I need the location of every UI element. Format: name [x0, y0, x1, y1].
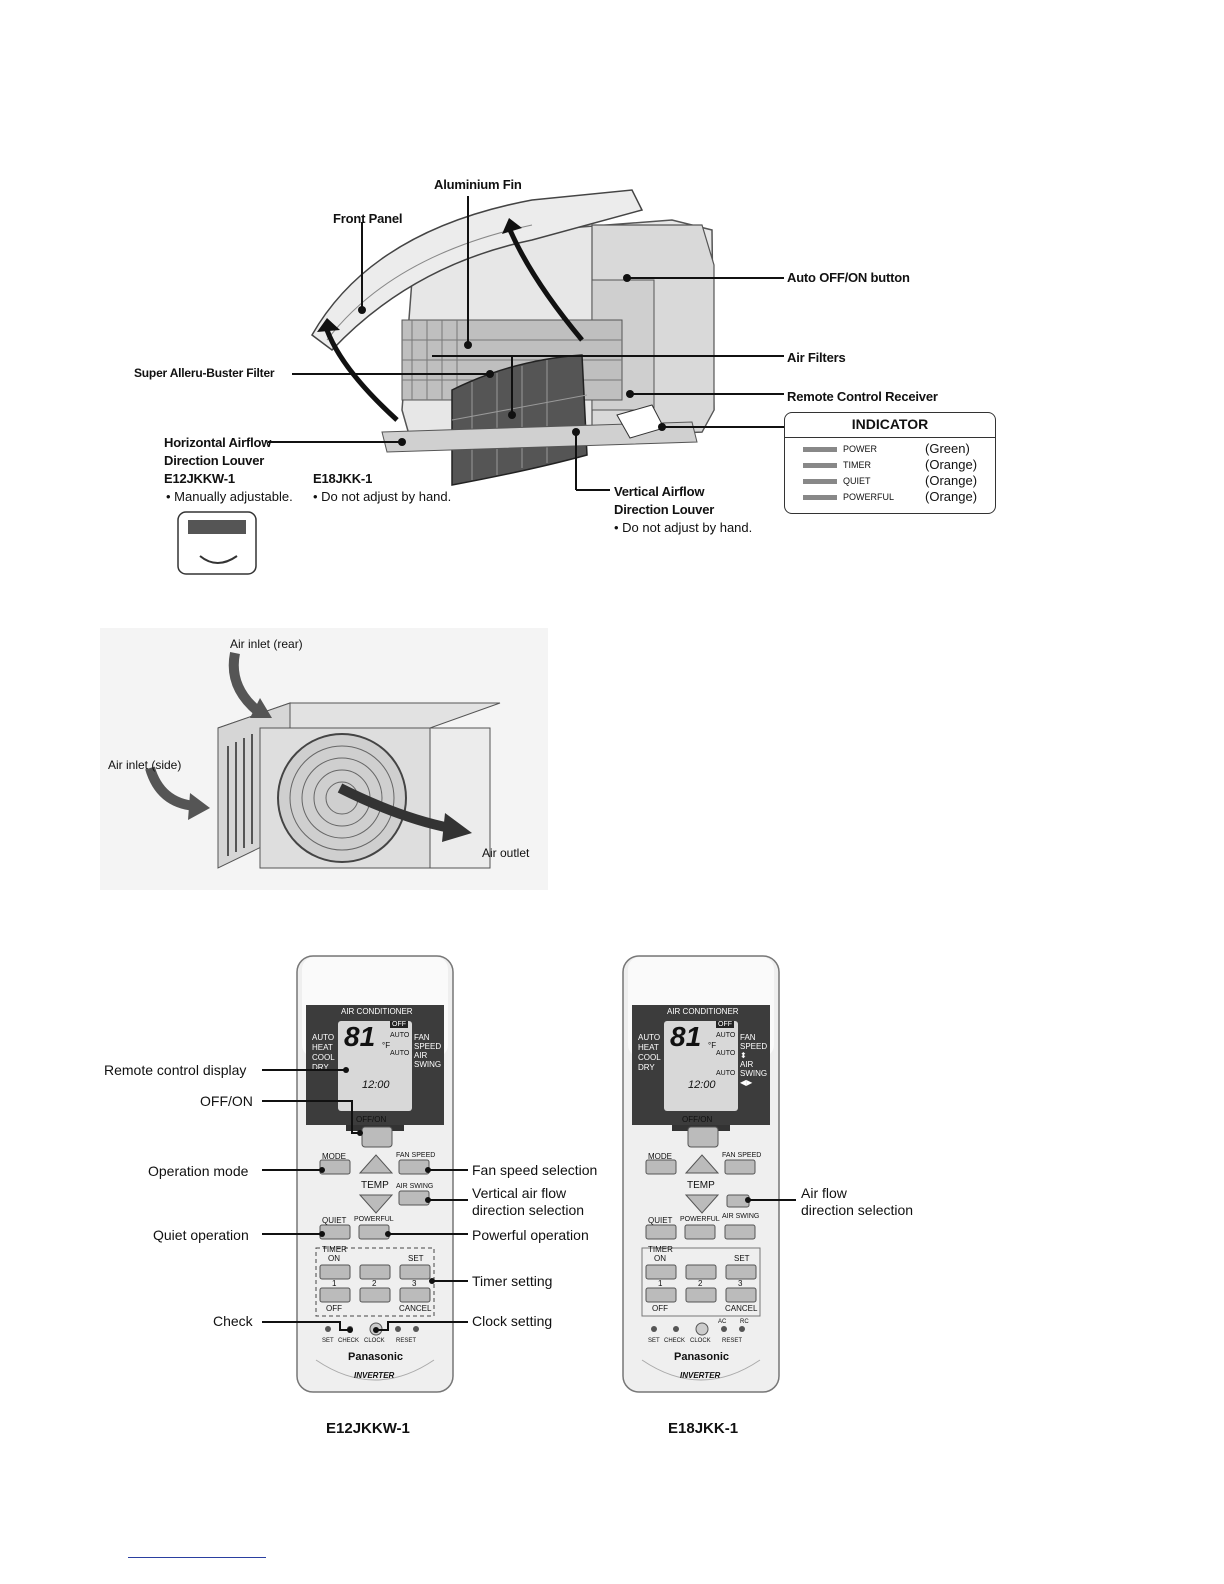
callout-air-flow-direction: direction selection: [801, 1202, 914, 1218]
num-2: 2: [698, 1279, 703, 1288]
label-vertical-direction-louver: Direction Louver: [614, 502, 715, 517]
callout-fan-speed: Fan speed selection: [472, 1162, 598, 1178]
label-model-e12: E12JKKW-1: [164, 471, 235, 486]
label-super-alleru-buster-filter: Super Alleru-Buster Filter: [134, 366, 275, 380]
display-unit: °F: [708, 1041, 717, 1050]
caption-right-model: E18JKK-1: [668, 1420, 739, 1437]
indicator-color: (Green): [925, 441, 970, 456]
timer-on-label: ON: [654, 1254, 666, 1263]
label-vertical-do-not-adjust: • Do not adjust by hand.: [614, 520, 753, 535]
display-clock: 12:00: [362, 1079, 390, 1091]
powerful-button-label: POWERFUL: [354, 1216, 394, 1223]
display-clock: 12:00: [688, 1079, 716, 1091]
caption-left-model: E12JKKW-1: [326, 1420, 410, 1437]
callout-check: Check: [213, 1313, 253, 1329]
reset-small: RESET: [396, 1338, 417, 1344]
off-on-label: OFF/ON: [356, 1115, 387, 1124]
air-swing-button-label: AIR SWING: [722, 1213, 760, 1220]
timer-off-label: OFF: [326, 1304, 342, 1313]
quiet-button-label: QUIET: [322, 1216, 347, 1225]
display-auto-1: AUTO: [716, 1032, 736, 1039]
label-manually-adjustable: • Manually adjustable.: [166, 489, 293, 504]
label-air-inlet-rear: Air inlet (rear): [230, 637, 303, 651]
label-horizontal-airflow: Horizontal Airflow: [164, 435, 272, 450]
label-remote-control-receiver: Remote Control Receiver: [787, 389, 938, 404]
inverter-logo: INVERTER: [680, 1371, 721, 1380]
display-auto-2: AUTO: [390, 1050, 410, 1057]
off-on-label: OFF/ON: [682, 1115, 713, 1124]
num-1: 1: [332, 1279, 337, 1288]
mode-auto: AUTO: [638, 1033, 661, 1042]
callout-vertical-direction: direction selection: [472, 1202, 585, 1218]
display-unit: °F: [382, 1041, 391, 1050]
clock-small: CLOCK: [364, 1338, 385, 1344]
air-swing-button-label: AIR SWING: [396, 1183, 434, 1190]
num-2: 2: [372, 1279, 377, 1288]
mode-dry: DRY: [638, 1063, 655, 1072]
label-air-filters: Air Filters: [787, 350, 846, 365]
display-temp: 81: [344, 1021, 376, 1052]
indicator-name: POWERFUL: [843, 492, 895, 502]
callout-powerful-operation: Powerful operation: [472, 1227, 589, 1243]
timer-off-label: OFF: [652, 1304, 668, 1313]
indicator-name: TIMER: [843, 460, 871, 470]
check-small: CHECK: [338, 1338, 360, 1344]
indicator-color: (Orange): [925, 473, 978, 488]
cancel-label: CANCEL: [725, 1304, 758, 1313]
display-off: OFF: [392, 1021, 406, 1028]
fan-speed-label: FAN SPEED ⬍ AIR SWING ◀▶: [740, 1033, 768, 1087]
air-text: AIR: [414, 1051, 428, 1060]
cancel-label: CANCEL: [399, 1304, 432, 1313]
speed-text: SPEED: [414, 1042, 442, 1051]
fan-speed-button-label: FAN SPEED: [722, 1152, 762, 1159]
mode-button-label: MODE: [322, 1152, 346, 1161]
fan-text: FAN: [740, 1033, 756, 1042]
num-3: 3: [412, 1279, 417, 1288]
quiet-button-label: QUIET: [648, 1216, 673, 1225]
num-1: 1: [658, 1279, 663, 1288]
label-air-inlet-side: Air inlet (side): [108, 758, 182, 772]
mode-heat: HEAT: [312, 1043, 333, 1052]
label-auto-off-on-button: Auto OFF/ON button: [787, 270, 910, 285]
fan-speed-button-label: FAN SPEED: [396, 1152, 436, 1159]
display-off: OFF: [718, 1021, 732, 1028]
callout-clock-setting: Clock setting: [472, 1313, 553, 1329]
label-horizontal-direction-louver: Direction Louver: [164, 453, 265, 468]
air-text: AIR: [740, 1060, 754, 1069]
temp-label: TEMP: [687, 1180, 715, 1191]
indicator-color: (Orange): [925, 489, 978, 504]
display-auto-1: AUTO: [390, 1032, 410, 1039]
powerful-button-label: POWERFUL: [680, 1216, 720, 1223]
footer-link-line: [128, 1557, 266, 1558]
callout-remote-display: Remote control display: [104, 1062, 247, 1078]
label-model-e18: E18JKK-1: [313, 471, 373, 486]
swing-text: SWING: [414, 1060, 442, 1069]
mode-heat: HEAT: [638, 1043, 659, 1052]
display-temp: 81: [670, 1021, 702, 1052]
timer-label: TIMER: [648, 1245, 673, 1254]
mode-dry: DRY: [312, 1063, 329, 1072]
callout-timer-setting: Timer setting: [472, 1273, 553, 1289]
speed-text: SPEED: [740, 1042, 768, 1051]
label-vertical-airflow: Vertical Airflow: [614, 484, 705, 499]
brand-logo: Panasonic: [674, 1351, 730, 1363]
remote-header: AIR CONDITIONER: [667, 1007, 739, 1016]
display-auto-2: AUTO: [716, 1050, 736, 1057]
indicator-name: POWER: [843, 444, 878, 454]
swing-text: SWING: [740, 1069, 768, 1078]
mode-auto: AUTO: [312, 1033, 335, 1042]
indicator-title: INDICATOR: [851, 416, 929, 432]
timer-on-label: ON: [328, 1254, 340, 1263]
label-aluminium-fin: Aluminium Fin: [434, 177, 522, 192]
timer-set-label: SET: [734, 1254, 750, 1263]
temp-label: TEMP: [361, 1180, 389, 1191]
ac-label: AC: [718, 1319, 727, 1325]
set-small: SET: [648, 1338, 660, 1344]
mode-cool: COOL: [312, 1053, 335, 1062]
rc-label: RC: [740, 1319, 749, 1325]
callout-quiet-operation: Quiet operation: [153, 1227, 249, 1243]
timer-label: TIMER: [322, 1245, 347, 1254]
reset-small: RESET: [722, 1338, 743, 1344]
label-do-not-adjust: • Do not adjust by hand.: [313, 489, 452, 504]
set-small: SET: [322, 1338, 334, 1344]
timer-set-label: SET: [408, 1254, 424, 1263]
callout-operation-mode: Operation mode: [148, 1163, 249, 1179]
num-3: 3: [738, 1279, 743, 1288]
mode-button-label: MODE: [648, 1152, 672, 1161]
inverter-logo: INVERTER: [354, 1371, 395, 1380]
fan-text: FAN: [414, 1033, 430, 1042]
callout-air-flow: Air flow: [801, 1185, 847, 1201]
clock-small: CLOCK: [690, 1338, 711, 1344]
brand-logo: Panasonic: [348, 1351, 404, 1363]
check-small: CHECK: [664, 1338, 686, 1344]
label-front-panel: Front Panel: [333, 211, 403, 226]
label-air-outlet: Air outlet: [482, 846, 530, 860]
remote-header: AIR CONDITIONER: [341, 1007, 413, 1016]
callout-off-on: OFF/ON: [200, 1093, 253, 1109]
mode-cool: COOL: [638, 1053, 661, 1062]
display-auto-3: AUTO: [716, 1070, 736, 1077]
callout-vertical-air-flow: Vertical air flow: [472, 1185, 567, 1201]
indicator-color: (Orange): [925, 457, 978, 472]
indicator-name: QUIET: [843, 476, 871, 486]
